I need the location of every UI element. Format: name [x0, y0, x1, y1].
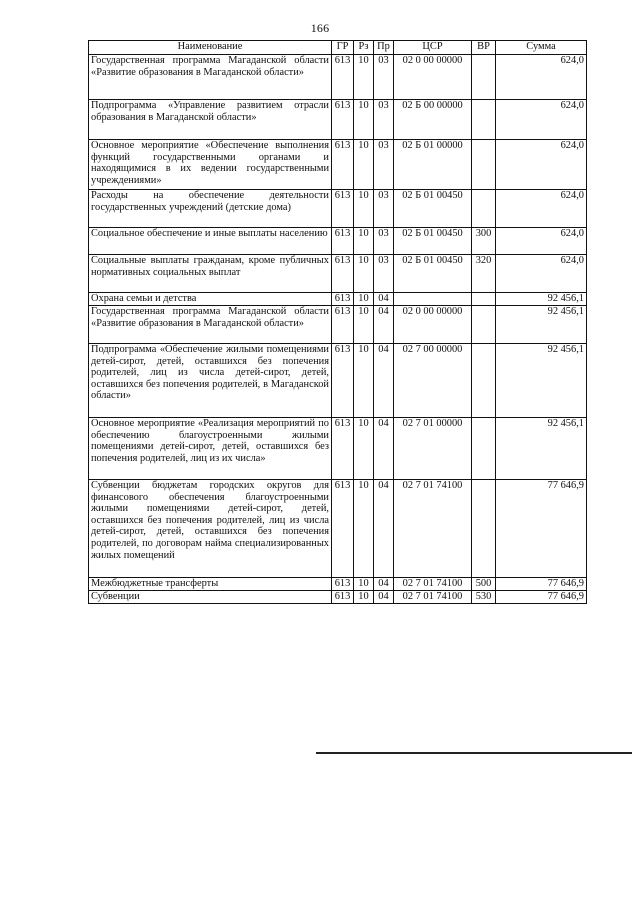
table-row — [89, 140, 587, 190]
row-pr: 04 — [374, 578, 394, 591]
row-pr: 04 — [374, 591, 394, 604]
row-rz: 10 — [354, 293, 374, 306]
row-gr: 613 — [332, 228, 354, 255]
row-sum: 624,0 — [496, 100, 587, 140]
row-name: Государственная программа Магаданской области «Развитие образования в Магаданской области» — [89, 55, 332, 100]
row-pr: 04 — [374, 480, 394, 578]
row-vr — [472, 190, 496, 228]
row-sum: 624,0 — [496, 228, 587, 255]
row-pr: 03 — [374, 255, 394, 293]
row-vr — [472, 418, 496, 480]
footer-divider-line — [316, 752, 632, 754]
header-sum: Сумма — [496, 41, 587, 55]
row-vr: 320 — [472, 255, 496, 293]
table-header-row — [89, 41, 587, 55]
row-vr — [472, 55, 496, 100]
row-pr: 03 — [374, 190, 394, 228]
row-pr: 03 — [374, 140, 394, 190]
row-csr: 02 7 01 74100 — [394, 578, 472, 591]
table-row — [89, 418, 587, 480]
row-vr — [472, 306, 496, 344]
row-name: Субвенции бюджетам городских округов для финансового обеспечения благоустроенными жилыми помещениями детей-сирот, детей, оставшихся без попечения родителей, лиц из числа детей-сирот, детей, оставшихся без попечения родителей, по договорам найма специализированных жилых помещений — [89, 480, 332, 578]
row-sum: 92 456,1 — [496, 293, 587, 306]
row-csr: 02 0 00 00000 — [394, 55, 472, 100]
row-pr: 03 — [374, 55, 394, 100]
table-row — [89, 100, 587, 140]
row-pr: 04 — [374, 418, 394, 480]
row-name: Государственная программа Магаданской области «Развитие образования в Магаданской области» — [89, 306, 332, 344]
row-rz: 10 — [354, 255, 374, 293]
row-name: Социальные выплаты гражданам, кроме публичных нормативных социальных выплат — [89, 255, 332, 293]
row-pr: 04 — [374, 306, 394, 344]
header-pr: Пр — [374, 41, 394, 55]
row-csr: 02 Б 01 00450 — [394, 190, 472, 228]
row-sum: 624,0 — [496, 140, 587, 190]
row-vr — [472, 480, 496, 578]
row-csr: 02 7 01 74100 — [394, 591, 472, 604]
row-name: Социальное обеспечение и иные выплаты населению — [89, 228, 332, 255]
table-row — [89, 480, 587, 578]
row-name: Подпрограмма «Обеспечение жилыми помещениями детей-сирот, детей, оставшихся без попечения родителей, лиц из числа детей-сирот, детей, оставшихся без попечения родителей, в Магаданской области» — [89, 344, 332, 418]
row-rz: 10 — [354, 480, 374, 578]
row-rz: 10 — [354, 578, 374, 591]
row-name: Подпрограмма «Управление развитием отрасли образования в Магаданской области» — [89, 100, 332, 140]
row-name: Межбюджетные трансферты — [89, 578, 332, 591]
row-csr: 02 7 01 74100 — [394, 480, 472, 578]
row-vr: 300 — [472, 228, 496, 255]
row-gr: 613 — [332, 480, 354, 578]
row-vr — [472, 344, 496, 418]
row-csr: 02 7 00 00000 — [394, 344, 472, 418]
row-rz: 10 — [354, 190, 374, 228]
row-rz: 10 — [354, 418, 374, 480]
row-rz: 10 — [354, 55, 374, 100]
row-rz: 10 — [354, 591, 374, 604]
row-rz: 10 — [354, 344, 374, 418]
budget-table — [88, 40, 587, 604]
row-sum: 624,0 — [496, 255, 587, 293]
header-csr: ЦСР — [394, 41, 472, 55]
row-sum: 92 456,1 — [496, 344, 587, 418]
row-vr: 530 — [472, 591, 496, 604]
row-gr: 613 — [332, 293, 354, 306]
row-rz: 10 — [354, 140, 374, 190]
row-gr: 613 — [332, 344, 354, 418]
table-row — [89, 255, 587, 293]
row-gr: 613 — [332, 418, 354, 480]
table-row — [89, 591, 587, 604]
row-sum: 92 456,1 — [496, 306, 587, 344]
row-vr — [472, 100, 496, 140]
row-csr: 02 0 00 00000 — [394, 306, 472, 344]
row-csr — [394, 293, 472, 306]
row-rz: 10 — [354, 100, 374, 140]
row-csr: 02 Б 01 00000 — [394, 140, 472, 190]
table-row — [89, 190, 587, 228]
row-vr — [472, 140, 496, 190]
row-gr: 613 — [332, 55, 354, 100]
row-csr: 02 Б 01 00450 — [394, 228, 472, 255]
row-pr: 04 — [374, 344, 394, 418]
row-name: Расходы на обеспечение деятельности государственных учреждений (детские дома) — [89, 190, 332, 228]
row-vr: 500 — [472, 578, 496, 591]
row-sum: 77 646,9 — [496, 578, 587, 591]
row-name: Субвенции — [89, 591, 332, 604]
row-rz: 10 — [354, 228, 374, 255]
header-name: Наименование — [89, 41, 332, 55]
row-sum: 624,0 — [496, 55, 587, 100]
table-row — [89, 293, 587, 306]
table-row — [89, 578, 587, 591]
row-gr: 613 — [332, 100, 354, 140]
row-gr: 613 — [332, 255, 354, 293]
table-row — [89, 344, 587, 418]
row-pr: 03 — [374, 100, 394, 140]
row-gr: 613 — [332, 140, 354, 190]
row-gr: 613 — [332, 306, 354, 344]
row-pr: 04 — [374, 293, 394, 306]
header-rz: Рз — [354, 41, 374, 55]
header-vr: ВР — [472, 41, 496, 55]
row-gr: 613 — [332, 190, 354, 228]
header-gr: ГР — [332, 41, 354, 55]
row-name: Охрана семьи и детства — [89, 293, 332, 306]
row-gr: 613 — [332, 591, 354, 604]
table-row — [89, 228, 587, 255]
table-row — [89, 55, 587, 100]
row-csr: 02 Б 00 00000 — [394, 100, 472, 140]
row-csr: 02 7 01 00000 — [394, 418, 472, 480]
row-vr — [472, 293, 496, 306]
row-csr: 02 Б 01 00450 — [394, 255, 472, 293]
row-pr: 03 — [374, 228, 394, 255]
row-sum: 92 456,1 — [496, 418, 587, 480]
table-row — [89, 306, 587, 344]
row-name: Основное мероприятие «Реализация мероприятий по обеспечению благоустроенными жилыми помещениями детей-сирот, детей, оставшихся без попечения родителей, лиц из их числа» — [89, 418, 332, 480]
row-gr: 613 — [332, 578, 354, 591]
page-number: 166 — [310, 21, 330, 35]
row-sum: 624,0 — [496, 190, 587, 228]
row-name: Основное мероприятие «Обеспечение выполнения функций государственными органами и находящимися в их ведении государственными учреждениями» — [89, 140, 332, 190]
row-rz: 10 — [354, 306, 374, 344]
row-sum: 77 646,9 — [496, 591, 587, 604]
row-sum: 77 646,9 — [496, 480, 587, 578]
